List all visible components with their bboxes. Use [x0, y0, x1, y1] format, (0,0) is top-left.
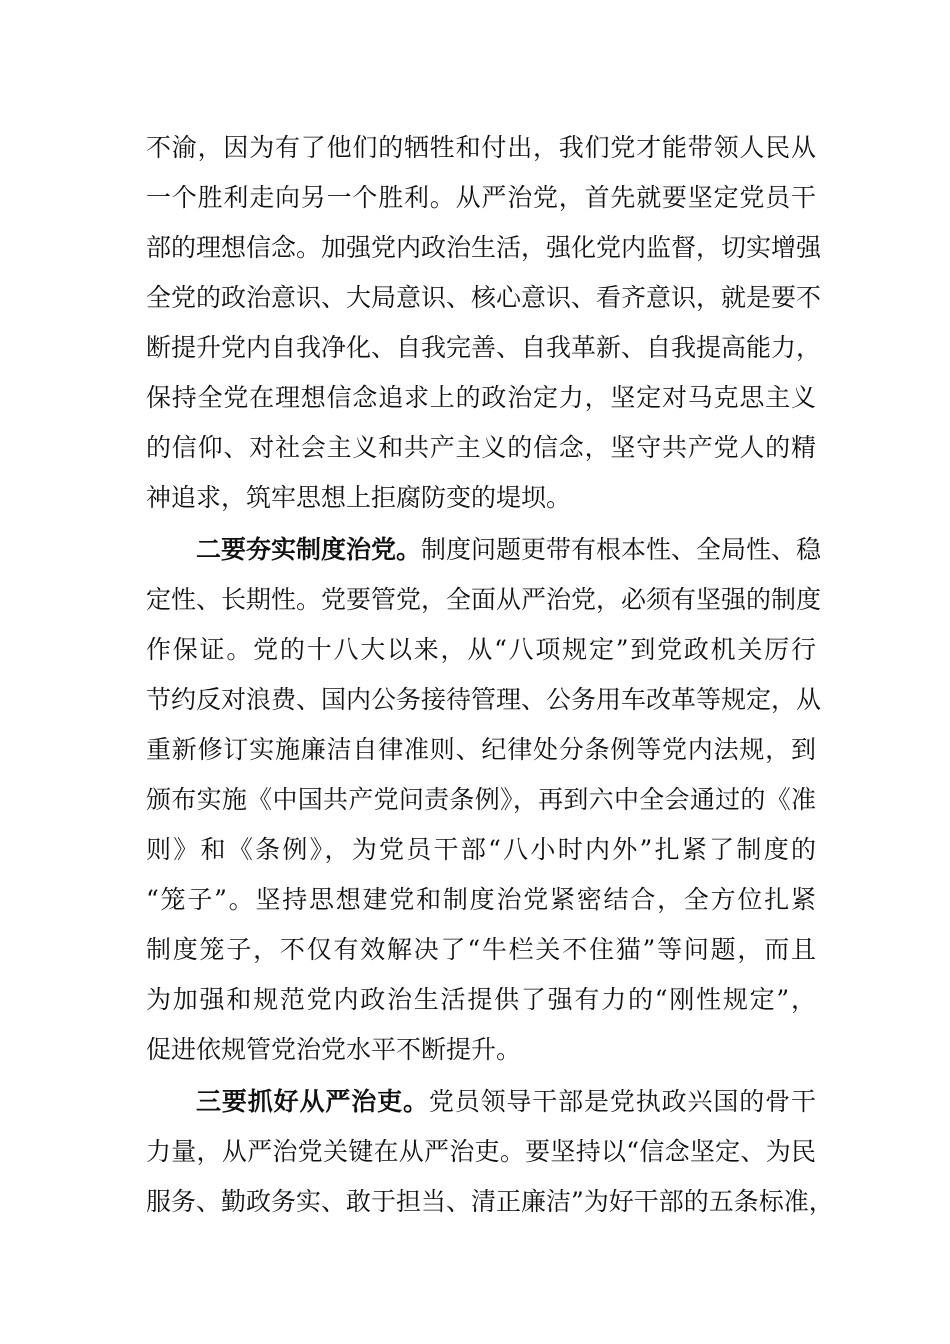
paragraph-3-first-line — [196, 1085, 816, 1119]
paragraph-2-first-line-text: 制度问题更带有根本性、全局性、稳 — [421, 535, 822, 564]
paragraph-1-line: 的信仰、对社会主义和共产主义的信念，坚守共产党人的精 — [146, 433, 816, 462]
paragraph-2-line: “笼子”。坚持思想建党和制度治党紧密结合，全方位扎紧 — [146, 885, 816, 914]
paragraph-2-line: 节约反对浪费、国内公务接待管理、公务用车改革等规定，从 — [146, 685, 822, 714]
paragraph-1-line: 不渝，因为有了他们的牺牲和付出，我们党才能带领人民从 — [146, 133, 816, 162]
paragraph-1-line: 全党的政治意识、大局意识、核心意识、看齐意识，就是要不 — [146, 283, 822, 312]
paragraph-2-line: 作保证。党的十八大以来，从“八项规定”到党政机关厉行 — [146, 635, 816, 664]
paragraph-1-line: 断提升党内自我净化、自我完善、自我革新、自我提高能力， — [146, 333, 822, 362]
paragraph-2-line: 为加强和规范党内政治生活提供了强有力的“刚性规定”， — [146, 985, 816, 1014]
paragraph-2-line: 则》和《条例》，为党员干部“八小时内外”扎紧了制度的 — [146, 835, 816, 864]
paragraph-2-line: 重新修订实施廉洁自律准则、纪律处分条例等党内法规，到 — [146, 735, 816, 764]
paragraph-1-line: 神追求，筑牢思想上拒腐防变的堤坝。 — [146, 483, 572, 512]
paragraph-2-line: 颁布实施《中国共产党问责条例》，再到六中全会通过的《准 — [146, 785, 816, 814]
paragraph-2-first-line — [196, 533, 822, 567]
paragraph-3-line: 力量，从严治党关键在从严治吏。要坚持以“信念坚定、为民 — [146, 1137, 816, 1166]
paragraph-3-heading: 三要抓好从严治吏。 — [196, 1087, 429, 1116]
paragraph-1-line: 保持全党在理想信念追求上的政治定力，坚定对马克思主义 — [146, 383, 816, 412]
paragraph-2-heading: 二要夯实制度治党。 — [196, 535, 422, 564]
paragraph-2-line: 促进依规管党治党水平不断提升。 — [146, 1035, 522, 1064]
paragraph-1-line: 一个胜利走向另一个胜利。从严治党，首先就要坚定党员干 — [146, 183, 816, 212]
paragraph-3-line: 服务、勤政务实、敢于担当、清正廉洁”为好干部的五条标准， — [146, 1187, 834, 1216]
paragraph-1-line: 部的理想信念。加强党内政治生活，强化党内监督，切实增强 — [146, 233, 822, 262]
paragraph-2-line: 制度笼子，不仅有效解决了“牛栏关不住猫”等问题，而且 — [146, 935, 816, 964]
paragraph-3-first-line-text: 党员领导干部是党执政兴国的骨干 — [428, 1087, 816, 1116]
paragraph-2-line: 定性、长期性。党要管党，全面从严治党，必须有坚强的制度 — [146, 585, 822, 614]
